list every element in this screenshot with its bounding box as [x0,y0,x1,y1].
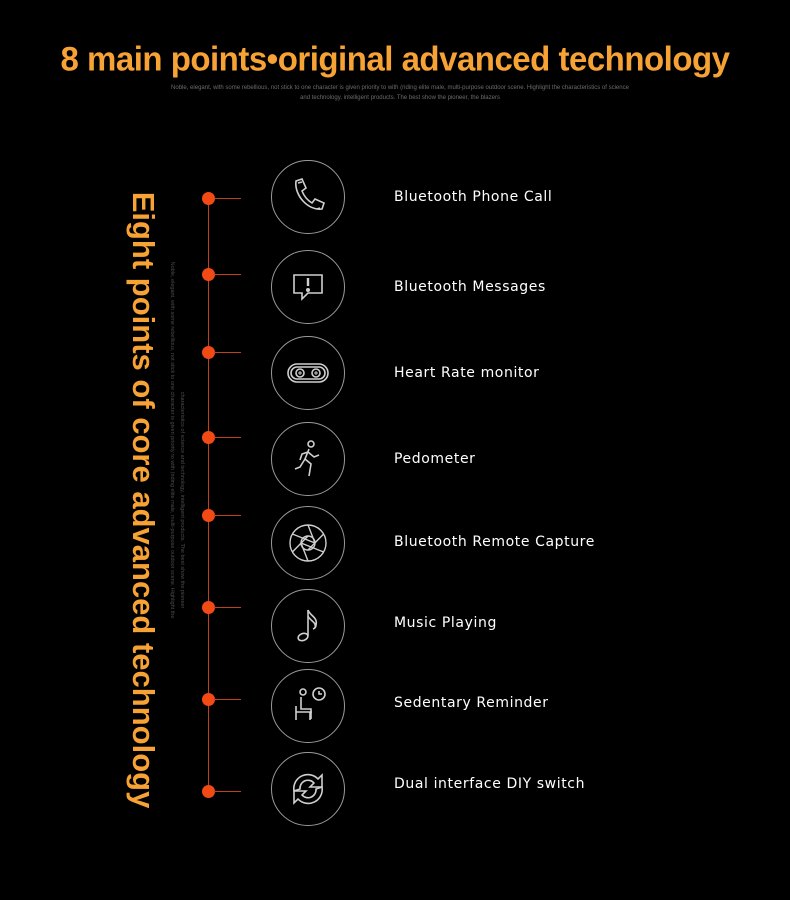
timeline-tick [214,198,241,199]
timeline-tick [214,515,241,516]
feature-label: Heart Rate monitor [394,365,540,381]
feature-label: Pedometer [394,451,476,467]
timeline-tick [214,437,241,438]
message-icon [271,250,345,324]
timeline-tick [214,699,241,700]
heart-rate-sensor-icon [271,336,345,410]
feature-remote-capture [0,504,790,584]
timeline-tick [214,352,241,353]
feature-phone-call [0,158,790,238]
page-title: 8 main points•original advanced technology [60,39,730,78]
feature-messages [0,248,790,328]
feature-label: Bluetooth Messages [394,279,546,295]
vertical-caption-2: characteristics of science and technology, intelligent products. The best show the pioneer [179,391,185,609]
feature-pedometer [0,420,790,500]
timeline-tick [214,607,241,608]
page-subtitle [165,83,635,103]
subtitle-line-1: Noble, elegant, with some rebellious, not stick to one character is given priority to with (riding elite male, multi-purpose outdoor scene. Highlight the characteristics of science [171,85,629,91]
vertical-caption-1: Noble, elegant, with some rebellious, not stick to one character is given priority to with (riding elite male, multi-purpose outdoor scene. Highlight the [169,261,175,619]
subtitle-line-2: and technology, intelligent products. The best show the pioneer, the blazers [300,95,500,101]
switch-arrows-icon [271,752,345,826]
timeline-tick [214,791,241,792]
camera-shutter-icon [271,506,345,580]
feature-label: Sedentary Reminder [394,695,549,711]
feature-label: Music Playing [394,615,497,631]
feature-label: Bluetooth Remote Capture [394,534,595,550]
runner-icon [271,422,345,496]
feature-diy-switch [0,750,790,830]
feature-heart-rate [0,334,790,414]
feature-sedentary-reminder [0,667,790,747]
vertical-title: Eight points of core advanced technology [126,191,161,809]
feature-label: Bluetooth Phone Call [394,189,553,205]
timeline-tick [214,274,241,275]
phone-icon [271,160,345,234]
feature-music-playing [0,587,790,667]
feature-label: Dual interface DIY switch [394,776,586,792]
music-note-icon [271,589,345,663]
sedentary-person-icon [271,669,345,743]
